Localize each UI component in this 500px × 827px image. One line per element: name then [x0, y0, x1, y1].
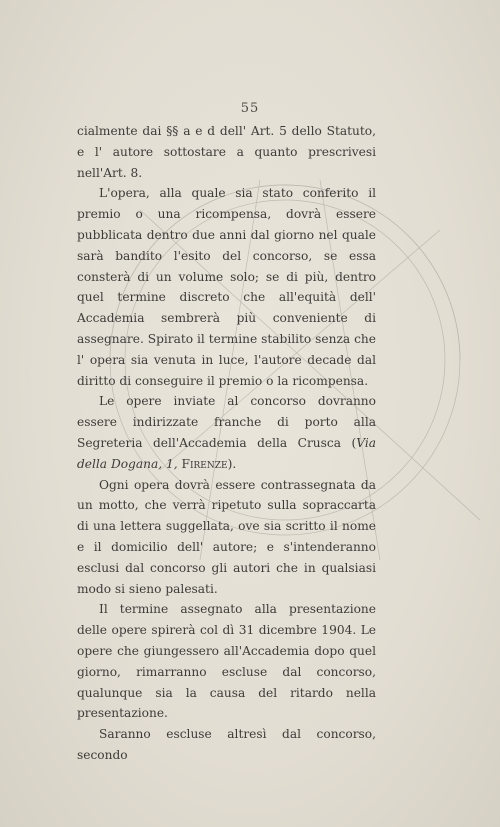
- address-street: Via della Dogana, 1,: [77, 435, 376, 471]
- page-number: 55: [240, 101, 260, 116]
- body-text: [77, 121, 376, 766]
- address-close: ).: [227, 456, 237, 471]
- address-intro: Le opere inviate al concorso dovranno essere indirizzate franche di porto alla Segreteria dell'Accademia della Crusca (: [77, 394, 376, 450]
- paragraph-deadline: Il termine assegnato alla presentazione delle opere spirerà col dì 31 dicembre 1904. Le opere che giungessero all'Accademia dopo quel giorno, rimarranno escluse dal concorso, qualunque sia la causa del ritardo nella presentazione.: [77, 602, 376, 721]
- paragraph-exclusions: Saranno escluse altresì dal concorso, secondo: [77, 727, 376, 762]
- address-city: Firenze: [181, 456, 228, 471]
- paragraph-publication-terms: L'opera, alla quale sia stato conferito il premio o una ricompensa, dovrà essere pubblicata dentro due anni dal giorno nel quale sarà bandito l'esito del concorso, se essa consterà di un volume solo; se di più, dentro quel termine discreto che all'equità dell' Accademia sembrerà più conveniente di assegnare. Spirato il termine stabilito senza che l' opera sia venuta in luce, l'autore decade dal diritto di conseguire il premio o la ricompensa.: [77, 186, 376, 388]
- paragraph-continuation: cialmente dai §§ a e d dell' Art. 5 dello Statuto, e l' autore sottostare a quanto prescrivesi nell'Art. 8.: [77, 124, 376, 180]
- paragraph-motto-rules: Ogni opera dovrà essere contrassegnata da un motto, che verrà ripetuto sulla sopraccarta di una lettera suggellata, ove sia scritto il nome e il domicilio dell' autore; e s'intenderanno esclusi dal concorso gli autori che in qualsiasi modo si sieno palesati.: [77, 477, 376, 596]
- paragraph-submission-address: [77, 391, 376, 474]
